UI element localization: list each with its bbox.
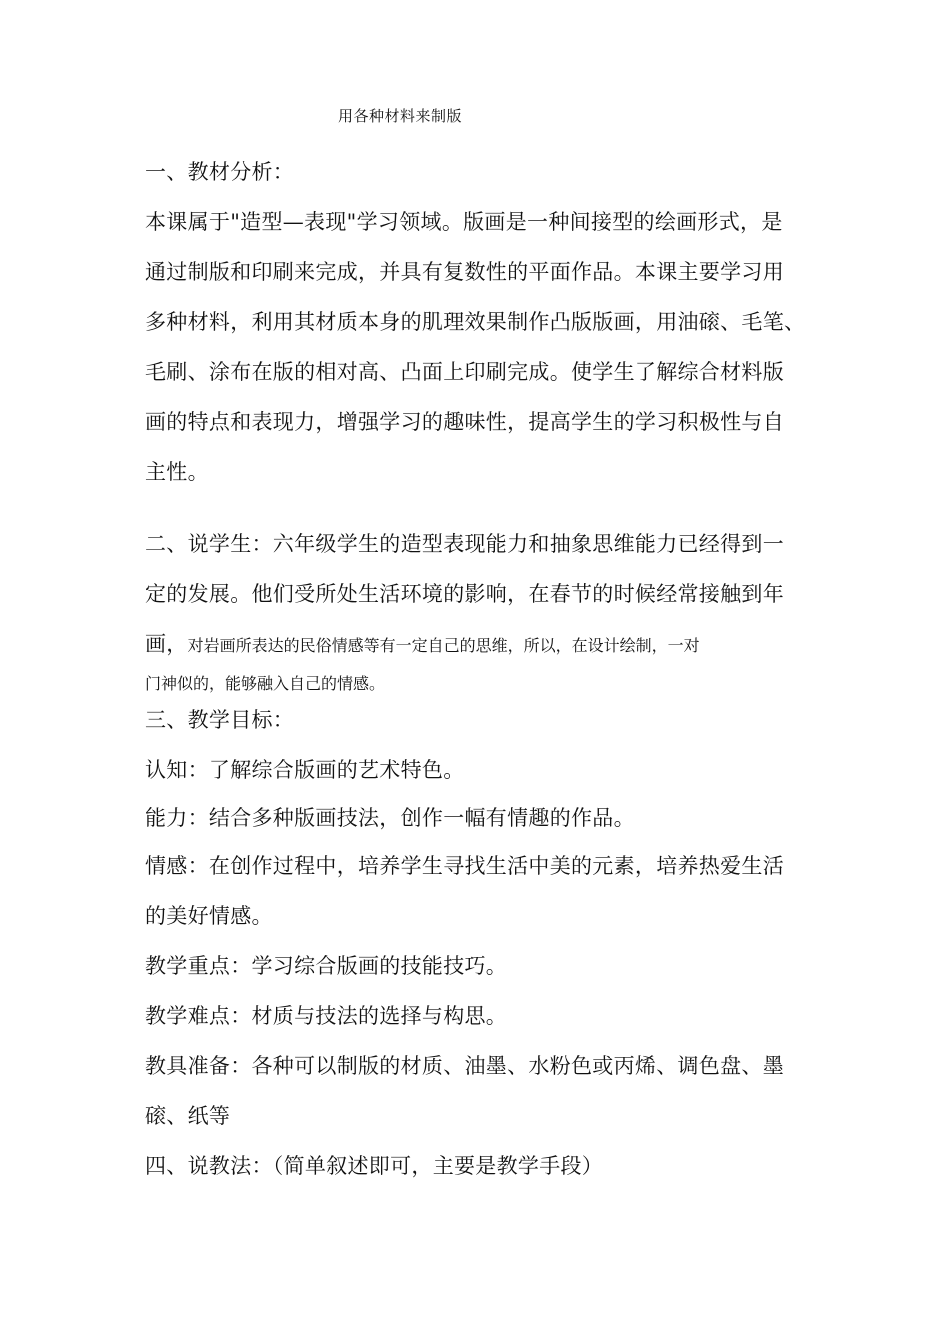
section-2-line-3-rest: 对岩画所表达的民俗情感等有一定自己的思维，所以，在设计绘制，一对 bbox=[187, 636, 700, 655]
goal-emotion: 情感：在创作过程中，培养学生寻找生活中美的元素，培养热爱生活 bbox=[145, 854, 784, 878]
section-3-heading: 三、教学目标： bbox=[145, 708, 295, 732]
section-2-line-2: 定的发展。他们受所处生活环境的影响，在春节的时候经常接触到年 bbox=[145, 582, 784, 606]
teaching-key-point: 教学重点：学习综合版画的技能技巧。 bbox=[145, 954, 508, 978]
section-2-line-4: 门神似的，能够融入自己的情感。 bbox=[145, 674, 386, 693]
goal-emotion-cont: 的美好情感。 bbox=[145, 904, 273, 928]
teaching-materials-cont: 磙、纸等 bbox=[145, 1104, 231, 1128]
teaching-difficulty: 教学难点：材质与技法的选择与构思。 bbox=[145, 1004, 508, 1028]
section-1-heading: 一、教材分析： bbox=[145, 160, 295, 184]
goal-ability: 能力：结合多种版画技法，创作一幅有情趣的作品。 bbox=[145, 806, 635, 830]
section-1-line-6: 主性。 bbox=[145, 460, 209, 484]
section-2-line-1: 二、说学生：六年级学生的造型表现能力和抽象思维能力已经得到一 bbox=[145, 532, 784, 556]
section-4-heading: 四、说教法：（简单叙述即可，主要是教学手段） bbox=[145, 1154, 604, 1178]
section-1-line-1: 本课属于"造型—表现"学习领域。版画是一种间接型的绘画形式，是 bbox=[145, 210, 783, 234]
section-2-line-3 bbox=[145, 630, 825, 660]
document-title: 用各种材料来制版 bbox=[338, 107, 463, 125]
section-1-line-5: 画的特点和表现力，增强学习的趣味性，提高学生的学习积极性与自 bbox=[145, 410, 784, 434]
teaching-materials: 教具准备：各种可以制版的材质、油墨、水粉色或丙烯、调色盘、墨 bbox=[145, 1054, 784, 1078]
section-2-line-3-start: 画， bbox=[145, 632, 188, 656]
section-1-line-3: 多种材料，利用其材质本身的肌理效果制作凸版版画，用油磙、毛笔、 bbox=[145, 310, 806, 334]
section-1-line-4: 毛刷、涂布在版的相对高、凸面上印刷完成。使学生了解综合材料版 bbox=[145, 360, 784, 384]
section-1-line-2: 通过制版和印刷来完成，并具有复数性的平面作品。本课主要学习用 bbox=[145, 260, 784, 284]
goal-cognition: 认知：了解综合版画的艺术特色。 bbox=[145, 758, 465, 782]
